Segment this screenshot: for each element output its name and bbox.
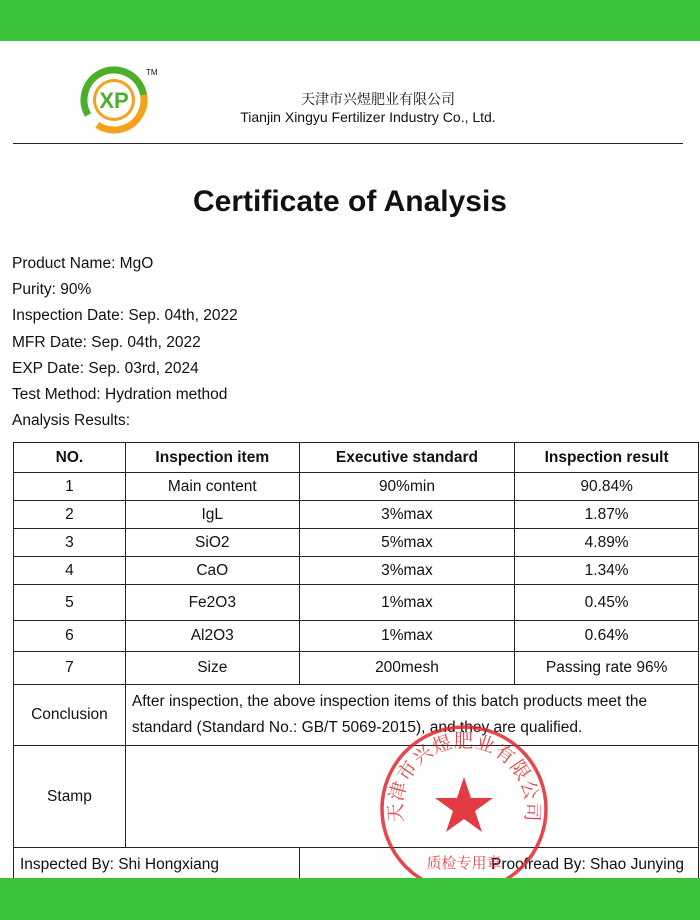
row-result: 1.87%	[515, 501, 699, 529]
table-row	[14, 529, 699, 557]
stamp-bottom-text: 质检专用章	[426, 854, 502, 872]
trademark-mark: TM	[146, 68, 158, 77]
row-no: 4	[14, 557, 126, 585]
company-name-english: Tianjin Xingyu Fertilizer Industry Co., Ltd.	[240, 109, 496, 125]
row-standard: 3%max	[299, 557, 515, 585]
row-item: Size	[125, 652, 299, 685]
exp-date-field: EXP Date: Sep. 03rd, 2024	[12, 359, 199, 377]
row-result: 90.84%	[515, 473, 699, 501]
table-row	[14, 557, 699, 585]
row-no: 1	[14, 473, 126, 501]
company-name-chinese: 天津市兴煜肥业有限公司	[301, 91, 455, 107]
row-standard: 1%max	[299, 621, 515, 652]
table-row	[14, 621, 699, 652]
bottom-green-band	[0, 878, 700, 920]
row-no: 3	[14, 529, 126, 557]
row-no: 2	[14, 501, 126, 529]
row-item: CaO	[125, 557, 299, 585]
stamp-label: Stamp	[14, 746, 126, 848]
top-green-band	[0, 0, 700, 41]
row-result: 4.89%	[515, 529, 699, 557]
inspected-by: Inspected By: Shi Hongxiang	[14, 848, 300, 882]
row-result: 0.45%	[515, 585, 699, 621]
table-header-row	[14, 443, 699, 473]
row-item: Al2O3	[125, 621, 299, 652]
conclusion-label: Conclusion	[14, 685, 126, 746]
header-inspection-result: Inspection result	[515, 443, 699, 473]
header-executive-standard: Executive standard	[299, 443, 515, 473]
table-row	[14, 501, 699, 529]
row-standard: 5%max	[299, 529, 515, 557]
purity-field: Purity: 90%	[12, 281, 92, 299]
proofread-by: Proofread By: Shao Junying	[299, 848, 698, 882]
row-no: 7	[14, 652, 126, 685]
table-row	[14, 652, 699, 685]
table-row	[14, 585, 699, 621]
header-no: NO.	[14, 443, 126, 473]
row-item: IgL	[125, 501, 299, 529]
row-standard: 3%max	[299, 501, 515, 529]
row-standard: 1%max	[299, 585, 515, 621]
product-name-field: Product Name: MgO	[12, 255, 154, 272]
header-inspection-item: Inspection item	[125, 443, 299, 473]
stamp-ring-text: 天津市兴煜肥业有限公司	[384, 730, 544, 823]
analysis-results-label: Analysis Results:	[12, 412, 131, 430]
analysis-table	[13, 442, 699, 882]
row-result: 1.34%	[515, 557, 699, 585]
stamp-row	[14, 746, 699, 848]
signature-row	[14, 848, 699, 882]
row-result: Passing rate 96%	[515, 652, 699, 685]
row-result: 0.64%	[515, 621, 699, 652]
stamp-area	[125, 746, 698, 848]
row-item: Main content	[125, 473, 299, 501]
inspection-date-field: Inspection Date: Sep. 04th, 2022	[12, 307, 238, 325]
document-title: Certificate of Analysis	[193, 185, 507, 218]
mfr-date-field: MFR Date: Sep. 04th, 2022	[12, 333, 201, 351]
row-item: SiO2	[125, 529, 299, 557]
header-divider	[13, 143, 683, 144]
row-no: 5	[14, 585, 126, 621]
conclusion-text: After inspection, the above inspection items of this batch products meet the standard (Standard No.: GB/T 5069-2015), and they are qualified.	[125, 685, 698, 746]
row-no: 6	[14, 621, 126, 652]
product-fields	[12, 254, 238, 437]
row-standard: 90%min	[299, 473, 515, 501]
logo-text: XP	[99, 88, 129, 113]
table-row	[14, 473, 699, 501]
row-item: Fe2O3	[125, 585, 299, 621]
conclusion-row	[14, 685, 699, 746]
row-standard: 200mesh	[299, 652, 515, 685]
test-method-field: Test Method: Hydration method	[12, 385, 228, 403]
